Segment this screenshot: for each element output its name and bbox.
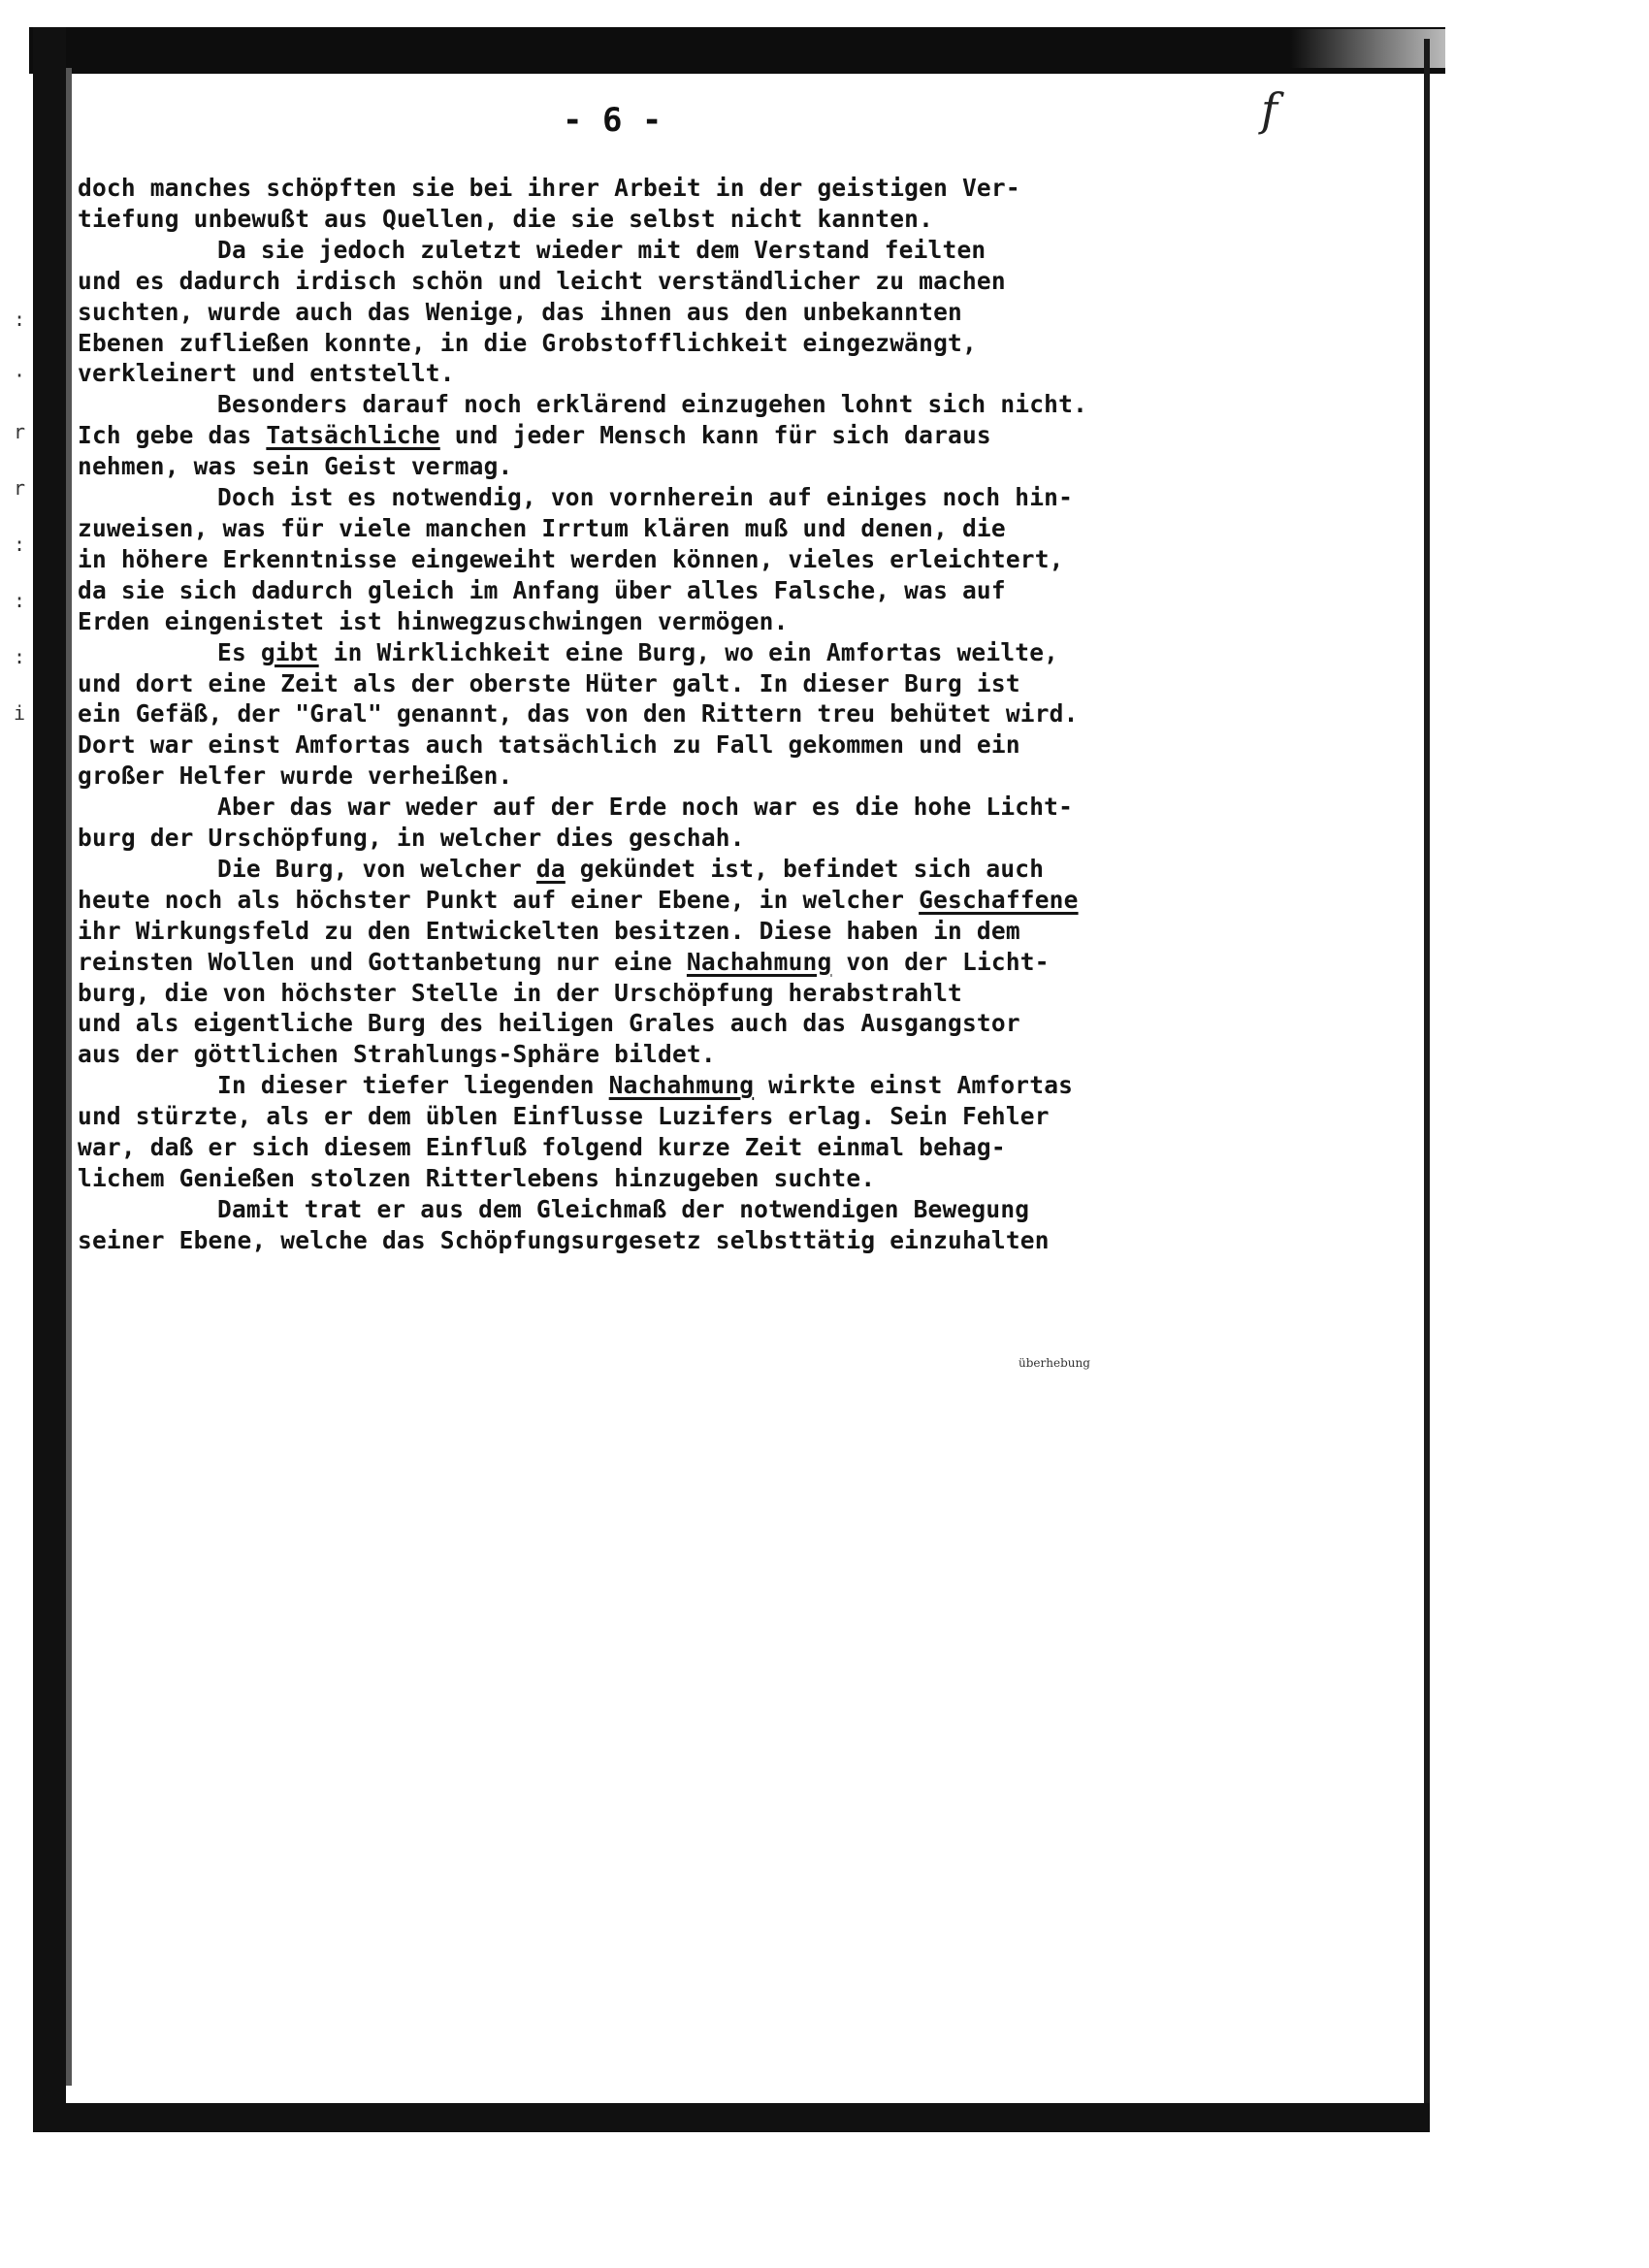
underlined-word: Nachahmung xyxy=(686,947,832,976)
text-line: zuweisen, was für viele manchen Irrtum klären muß und denen, die xyxy=(78,513,1006,542)
text-line xyxy=(78,1070,1358,1101)
scan-border-left xyxy=(33,27,66,2132)
scan-border-bottom xyxy=(33,2103,1430,2132)
text-line: Da sie jedoch zuletzt wieder mit dem Verstand feilten xyxy=(217,235,986,264)
text-line xyxy=(78,637,1358,668)
margin-tick: : xyxy=(14,589,26,612)
margin-tick: i xyxy=(14,701,26,725)
underlined-word: Nachahmung xyxy=(608,1071,755,1100)
text-line: Erden eingenistet ist hinwegzuschwingen vermögen. xyxy=(78,606,789,635)
text-line: aus der göttlichen Strahlungs-Sphäre bildet. xyxy=(78,1040,716,1069)
text-line xyxy=(78,854,1358,885)
text-line: suchten, wurde auch das Wenige, das ihnen aus den unbekannten xyxy=(78,297,962,326)
text-line: seiner Ebene, welche das Schöpfungsurgesetz selbsttätig einzuhalten xyxy=(78,1225,1050,1254)
text-line xyxy=(78,420,1358,451)
text-line: burg der Urschöpfung, in welcher dies geschah. xyxy=(78,824,745,853)
scan-border-top-fade xyxy=(1290,29,1445,68)
margin-mark: f xyxy=(1261,83,1278,136)
page-number: - 6 - xyxy=(563,101,663,140)
margin-tick: r xyxy=(14,476,26,500)
left-margin-marks xyxy=(14,291,25,741)
underlined-word: Geschaffene xyxy=(919,885,1079,914)
text-line: und dort eine Zeit als der oberste Hüter galt. In dieser Burg ist xyxy=(78,668,1020,697)
text-line: und stürzte, als er dem üblen Einflusse Luzifers erlag. Sein Fehler xyxy=(78,1102,1050,1131)
text-line: Dort war einst Amfortas auch tatsächlich zu Fall gekommen und ein xyxy=(78,730,1020,760)
margin-tick: r xyxy=(14,420,26,443)
underlined-word: Tatsächliche xyxy=(266,421,440,450)
text-segment: gekündet ist, befindet sich auch xyxy=(565,854,1045,883)
text-line: Besonders darauf noch erklärend einzugehen lohnt sich nicht. xyxy=(217,390,1088,419)
text-segment: von der Licht- xyxy=(831,947,1050,976)
text-segment: Ich gebe das xyxy=(78,421,267,450)
text-segment: In dieser tiefer liegenden xyxy=(217,1071,609,1100)
text-segment: wirkte einst Amfortas xyxy=(754,1071,1074,1100)
text-segment: reinsten Wollen und Gottanbetung nur eine xyxy=(78,947,687,976)
margin-tick: : xyxy=(14,308,26,331)
text-segment: und jeder Mensch kann für sich daraus xyxy=(439,421,991,450)
margin-tick: : xyxy=(14,533,26,556)
scan-border-right xyxy=(1424,39,1430,2124)
text-line: war, daß er sich diesem Einfluß folgend kurze Zeit einmal behag- xyxy=(78,1133,1006,1162)
text-line: Aber das war weder auf der Erde noch war es die hohe Licht- xyxy=(217,793,1074,822)
underlined-word: gibt xyxy=(260,637,319,666)
text-line xyxy=(78,885,1358,916)
text-line: und als eigentliche Burg des heiligen Grales auch das Ausgangstor xyxy=(78,1009,1020,1038)
text-line: lichem Genießen stolzen Ritterlebens hinzugeben suchte. xyxy=(78,1164,876,1192)
text-segment: Die Burg, von welcher xyxy=(217,854,536,883)
text-line: da sie sich dadurch gleich im Anfang über alles Falsche, was auf xyxy=(78,575,1006,604)
text-segment: Es xyxy=(217,637,261,666)
text-segment: in Wirklichkeit eine Burg, wo ein Amfortas weilte, xyxy=(318,637,1059,666)
text-line: und es dadurch irdisch schön und leicht verständlicher zu machen xyxy=(78,266,1006,295)
text-line: in höhere Erkenntnisse eingeweiht werden können, vieles erleichtert, xyxy=(78,544,1064,573)
text-line: Damit trat er aus dem Gleichmaß der notwendigen Bewegung xyxy=(217,1194,1030,1223)
text-segment: heute noch als höchster Punkt auf einer Ebene, in welcher xyxy=(78,885,920,914)
text-line: nehmen, was sein Geist vermag. xyxy=(78,452,513,481)
margin-tick: : xyxy=(14,645,26,668)
interlinear-note: überhebung xyxy=(1018,1356,1090,1370)
scan-border-top xyxy=(29,27,1445,74)
text-line: Doch ist es notwendig, von vornherein auf einiges noch hin- xyxy=(217,483,1074,512)
text-line: ein Gefäß, der "Gral" genannt, das von den Rittern treu behütet wird. xyxy=(78,699,1079,729)
text-line: doch manches schöpften sie bei ihrer Arbeit in der geistigen Ver- xyxy=(78,174,1020,202)
text-line: verkleinert und entstellt. xyxy=(78,359,455,388)
body-text xyxy=(78,173,1358,1256)
text-line xyxy=(78,947,1358,978)
text-line: großer Helfer wurde verheißen. xyxy=(78,761,513,791)
text-line: Ebenen zufließen konnte, in die Grobstofflichkeit eingezwängt, xyxy=(78,328,977,357)
text-line: tiefung unbewußt aus Quellen, die sie selbst nicht kannten. xyxy=(78,204,934,233)
text-line: ihr Wirkungsfeld zu den Entwickelten besitzen. Diese haben in dem xyxy=(78,916,1020,945)
underlined-word: da xyxy=(535,854,566,883)
text-line: burg, die von höchster Stelle in der Urschöpfung herabstrahlt xyxy=(78,978,962,1007)
margin-tick: · xyxy=(14,364,26,387)
